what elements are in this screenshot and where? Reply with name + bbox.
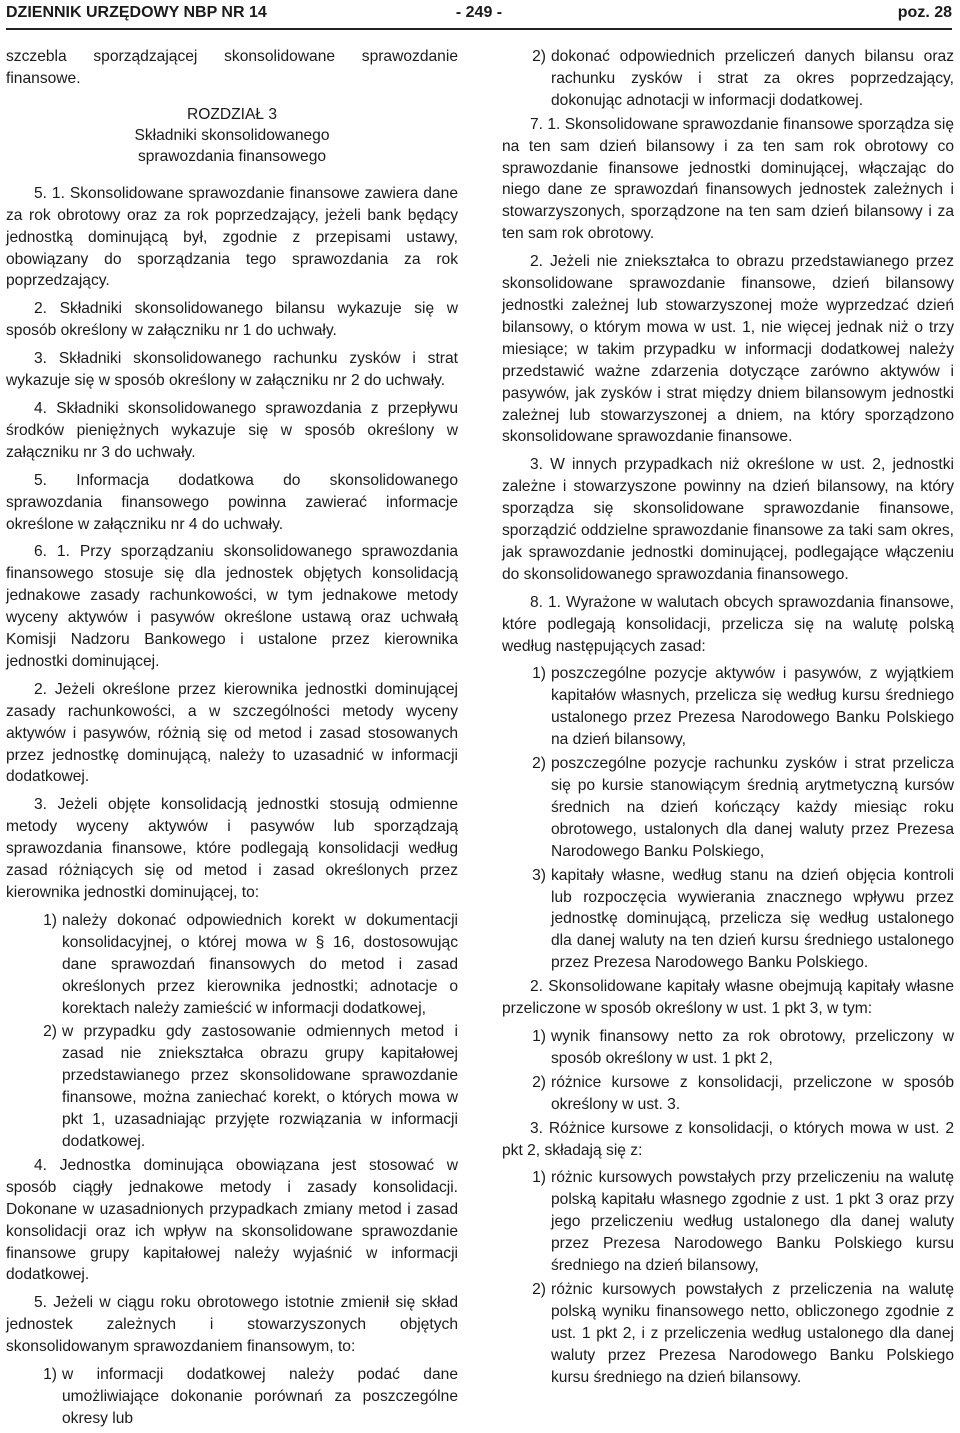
paragraph: 2. Skonsolidowane kapitały własne obejmują kapitały własne przeliczone w sposób określony w ust. 1 pkt 3, w tym: (502, 978, 954, 1018)
list-item-text: w przypadku gdy zastosowanie odmiennych metod i zasad nie zniekształca obrazu grupy kapitałowej przedstawianego przez skonsolidowane sprawozdanie finansowe, można zaniechać korekt, o których mowa w pkt 1, uzasadniając przyjęte rozwiązania w informacji dodatkowej. (62, 1023, 458, 1150)
list-item (6, 910, 458, 1020)
list-item (502, 1279, 954, 1389)
paragraph: 3. W innych przypadkach niż określone w ust. 2, jednostki zależne i stowarzyszone powinny na dzień bilansowy, na który sporządza się skonsolidowane sprawozdanie finansowe, sporządzić oddzielne sprawozdanie finansowe za taki sam okres, jak sprawozdanie jednostki dominującej, podlegające włączeniu do skonsolidowanego sprawozdania finansowego. (502, 456, 954, 583)
paragraph: 7. 1. Skonsolidowane sprawozdanie finansowe sporządza się na ten sam dzień bilansowy i za ten sam rok obrotowy co sprawozdanie finansowe jednostki dominującej, włączając do niego dane ze sprawozdań finansowych jednostek zależnych i stowarzyszonych, sporządzone na ten sam dzień bilansowy i za ten sam rok obrotowy. (502, 115, 954, 243)
chapter-number: ROZDZIAŁ 3 (186, 105, 278, 123)
paragraph: 5. Informacja dodatkowa do skonsolidowanego sprawozdania finansowego powinna zawierać informacje określone w załączniku nr 4 do uchwały. (6, 471, 458, 533)
list-item-text: kapitały własne, według stanu na dzień objęcia kontroli lub rozpoczęcia wywierania znacznego wpływu przez jednostkę dominującą, przelicza się według ustalonego dla danej waluty na ten dzień kursu średniego ustalonego przez Prezesa Narodowego Banku Polskiego. (551, 866, 954, 972)
list-item-text: różnice kursowe z konsolidacji, przeliczone w sposób określony w ust. 3. (551, 1073, 954, 1113)
paragraph: 3. Różnice kursowe z konsolidacji, o których mowa w ust. 2 pkt 2, składają się z: (502, 1119, 954, 1159)
list-item-number: 2) (43, 1023, 57, 1041)
list-item (502, 865, 954, 975)
paragraph: 5. Jeżeli w ciągu roku obrotowego istotnie zmienił się skład jednostek zależnych i stowarzyszonych objętych skonsolidowanym sprawozdaniem finansowym, to: (6, 1294, 458, 1356)
list-item-text: należy dokonać odpowiednich korekt w dokumentacji konsolidacyjnej, o której mowa w § 16, dostosowując dane sprawozdań finansowych do metod i zasad określonych przez kierownika jednostki; adnotacje o korektach należy zamieścić w informacji dodatkowej, (62, 911, 458, 1017)
right-column (502, 46, 954, 1390)
list-item-number: 2) (532, 48, 546, 65)
page-number: - 249 - (455, 4, 503, 21)
paragraph: 4. Jednostka dominująca obowiązana jest stosować w sposób ciągły jednakowe metody i zasady konsolidacji. Dokonane w uzasadnionych przypadkach zmiany metod i zasad konsolidacji oraz ich wpływ na skonsolidowane sprawozdanie finansowe grupy kapitałowej należy wyjaśnić w informacji dodatkowej. (6, 1156, 458, 1284)
list-item (6, 1364, 458, 1430)
list-item (502, 1072, 954, 1116)
paragraph: 5. 1. Skonsolidowane sprawozdanie finansowe zawiera dane za rok obrotowy oraz za rok poprzedzający, jeżeli bank będący jednostką dominującą był, zgodnie z przepisami ustawy, obowiązany do sporządzania tego sprawozdania za rok poprzedzający. (6, 184, 458, 290)
list-item (6, 1021, 458, 1152)
list-item-text: poszczególne pozycje rachunku zysków i strat przelicza się po kursie stanowiącym średnią arytmetyczną kursów średnich na dzień kończący każdy miesiąc roku obrotowego, ustalonych dla danej waluty przez Prezesa Narodowego Banku Polskiego, (551, 755, 954, 860)
list-item-text: różnic kursowych powstałych przy przeliczeniu na walutę polską kapitału własnego zgodnie z ust. 1 pkt 3 oraz przy jego przeliczeniu według ustalonego dla danej waluty przez Prezesa Narodowego Banku Polskiego kursu średniego na dzień bilansowy, (551, 1169, 954, 1275)
list-item-text: poszczególne pozycje aktywów i pasywów, z wyjątkiem kapitałów własnych, przelicza się według kursu średniego ustalonego przez Prezesa Narodowego Banku Polskiego na dzień bilansowy, (551, 665, 954, 749)
paragraph: 2. Jeżeli nie zniekształca to obrazu przedstawianego przez skonsolidowane sprawozdanie finansowe, dzień bilansowy jednostki zależnej lub stowarzyszonej może wyprzedzać dzień bilansowy, o którym mowa w ust. 1, nie więcej jednak niż o trzy miesiące; w takim przypadku w informacji dodatkowej należy przedstawić ważne zdarzenia dotyczące zarówno aktywów i pasywów, jak zysków i strat między dniem bilansowym jednostki zależnej lub stowarzyszonej a dniem, na który sporządzono skonsolidowane sprawozdanie finansowe. (502, 253, 954, 446)
paragraph: 2. Składniki skonsolidowanego bilansu wykazuje się w sposób określony w załączniku nr 1 do uchwały. (6, 300, 458, 340)
list-item (502, 753, 954, 863)
list-item-number: 2) (532, 755, 546, 773)
list-item (502, 1167, 954, 1277)
chapter-heading (6, 104, 458, 167)
list-item-number: 1) (532, 1169, 546, 1187)
paragraph: 3. Składniki skonsolidowanego rachunku zysków i strat wykazuje się w sposób określony w załączniku nr 2 do uchwały. (6, 350, 458, 390)
paragraph: 3. Jeżeli objęte konsolidacją jednostki stosują odmienne metody wyceny aktywów i pasywów lub sporządzają sprawozdania finansowe, które podlegają konsolidacji według zasad różniących się od metod i zasad określonych przez kierownika jednostki dominującej, to: (6, 796, 458, 901)
left-column (6, 46, 458, 1432)
page-header (6, 0, 952, 30)
paragraph: 8. 1. Wyrażone w walutach obcych sprawozdania finansowe, które podlegają konsolidacji, przelicza się na walutę polską według następujących zasad: (502, 593, 954, 655)
list-item-number: 1) (532, 1027, 546, 1045)
list-item-number: 1) (532, 665, 546, 683)
list-item (502, 663, 954, 751)
list-item-text: wynik finansowy netto za rok obrotowy, przeliczony w sposób określony w ust. 1 pkt 2, (551, 1027, 954, 1067)
list-item-number: 2) (532, 1280, 546, 1298)
list-item-text: różnic kursowych powstałych z przeliczenia na walutę polską wyniku finansowego netto, obliczonego zgodnie z ust. 1 pkt 2, i z przeliczenia według ustalonego dla danej waluty przez Prezesa Narodowego Banku Polskiego kursu średniego na dzień bilansowy. (551, 1280, 954, 1386)
list-item-number: 1) (43, 911, 57, 929)
paragraph: 6. 1. Przy sporządzaniu skonsolidowanego sprawozdania finansowego stosuje się dla jednostek objętych konsolidacją jednakowe zasady rachunkowości, w tym jednakowe metody wyceny aktywów i pasywów określone ustawą oraz uchwałą Komisji Nadzoru Bankowego i ustalone przez kierownika jednostki dominującej. (6, 543, 458, 670)
chapter-title-line: Składniki skonsolidowanego (134, 126, 330, 144)
list-item-number: 3) (532, 866, 546, 884)
paragraph: 4. Składniki skonsolidowanego sprawozdania z przepływu środków pieniężnych wykazuje się w sposób określony w załączniku nr 3 do uchwały. (6, 399, 458, 461)
list-item-text: dokonać odpowiednich przeliczeń danych bilansu oraz rachunku zysków i strat za okres poprzedzający, dokonując adnotacji w informacji dodatkowej. (551, 48, 954, 109)
journal-title: DZIENNIK URZĘDOWY NBP NR 14 (6, 4, 267, 21)
chapter-title-line: sprawozdania finansowego (137, 147, 327, 165)
list-item (502, 46, 954, 112)
list-item-text: w informacji dodatkowej należy podać dane umożliwiające dokonanie porównań za poszczególne okresy lub (62, 1366, 458, 1427)
position-number: poz. 28 (897, 4, 952, 21)
paragraph: 2. Jeżeli określone przez kierownika jednostki dominującej zasady rachunkowości, a w szczególności metody wyceny aktywów i pasywów, różnią się od metod i zasad stosowanych przez jednostkę dominującą, należy to uzasadnić w informacji dodatkowej. (6, 680, 458, 786)
paragraph: szczebla sporządzającej skonsolidowane sprawozdanie finansowe. (6, 48, 458, 87)
list-item-number: 1) (43, 1366, 57, 1384)
list-item-number: 2) (532, 1073, 546, 1091)
list-item (502, 1026, 954, 1070)
